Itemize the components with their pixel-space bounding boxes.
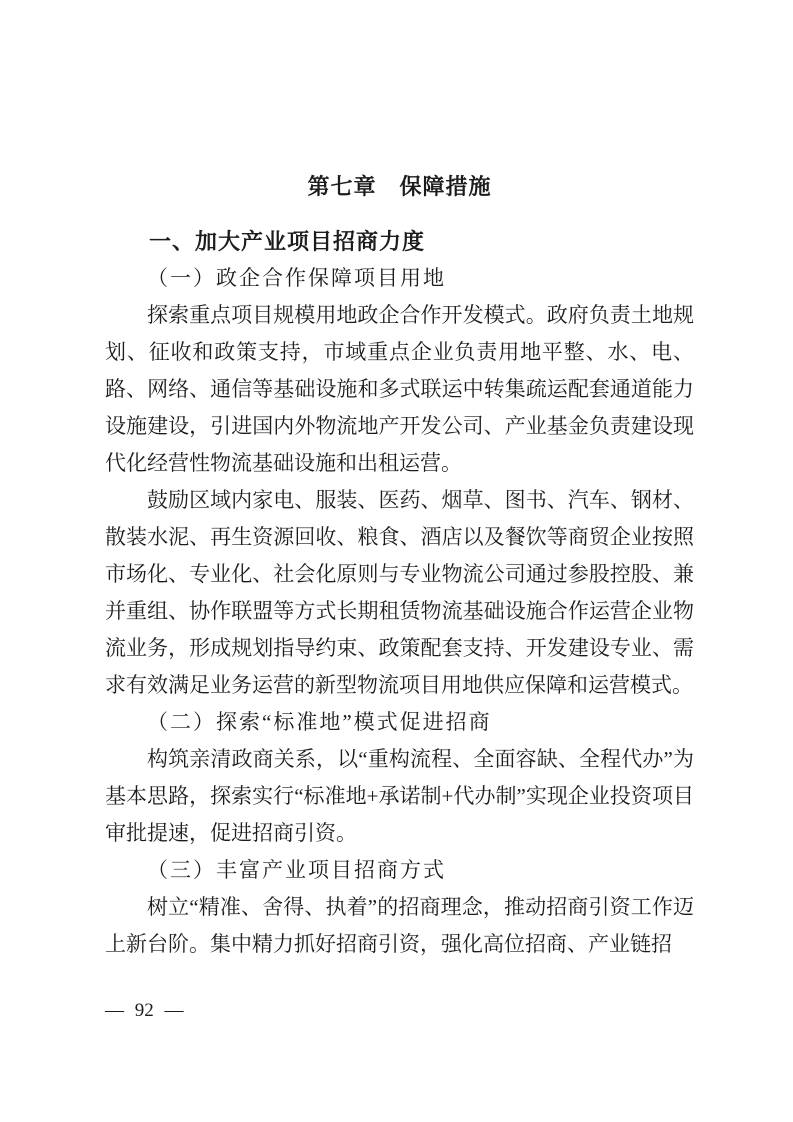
paragraph-1: 探索重点项目规模用地政企合作开发模式。政府负责土地规划、征收和政策支持，市域重点企业负责用地平整、水、电、路、网络、通信等基础设施和多式联运中转集疏运配套通道能力设施建设，引进国内外物流地产开发公司、产业基金负责建设现代化经营性物流基础设施和出租运营。 bbox=[105, 303, 694, 475]
subsection-heading-2: （二）探索“标准地”模式促进招商 bbox=[147, 710, 492, 734]
chapter-title: 第七章 保障措施 bbox=[307, 174, 492, 199]
page-number: — 92 — bbox=[105, 1000, 184, 1021]
section-heading: 一、加大产业项目招商力度 bbox=[149, 229, 426, 254]
document-content bbox=[105, 168, 694, 963]
subsection-heading-1: （一）政企合作保障项目用地 bbox=[147, 266, 446, 290]
subsection-heading-3: （三）丰富产业项目招商方式 bbox=[147, 858, 446, 882]
paragraph-3: 构筑亲清政商关系，以“重构流程、全面容缺、全程代办”为基本思路，探索实行“标准地+承诺制+代办制”实现企业投资项目审批提速，促进招商引资。 bbox=[105, 747, 694, 845]
paragraph-2: 鼓励区域内家电、服装、医药、烟草、图书、汽车、钢材、散装水泥、再生资源回收、粮食、酒店以及餐饮等商贸企业按照市场化、专业化、社会化原则与专业物流公司通过参股控股、兼并重组、协作联盟等方式长期租赁物流基础设施合作运营企业物流业务，形成规划指导约束、政策配套支持、开发建设专业、需求有效满足业务运营的新型物流项目用地供应保障和运营模式。 bbox=[105, 488, 694, 697]
paragraph-4: 树立“精准、舍得、执着”的招商理念，推动招商引资工作迈上新台阶。集中精力抓好招商引资，强化高位招商、产业链招 bbox=[105, 895, 694, 956]
